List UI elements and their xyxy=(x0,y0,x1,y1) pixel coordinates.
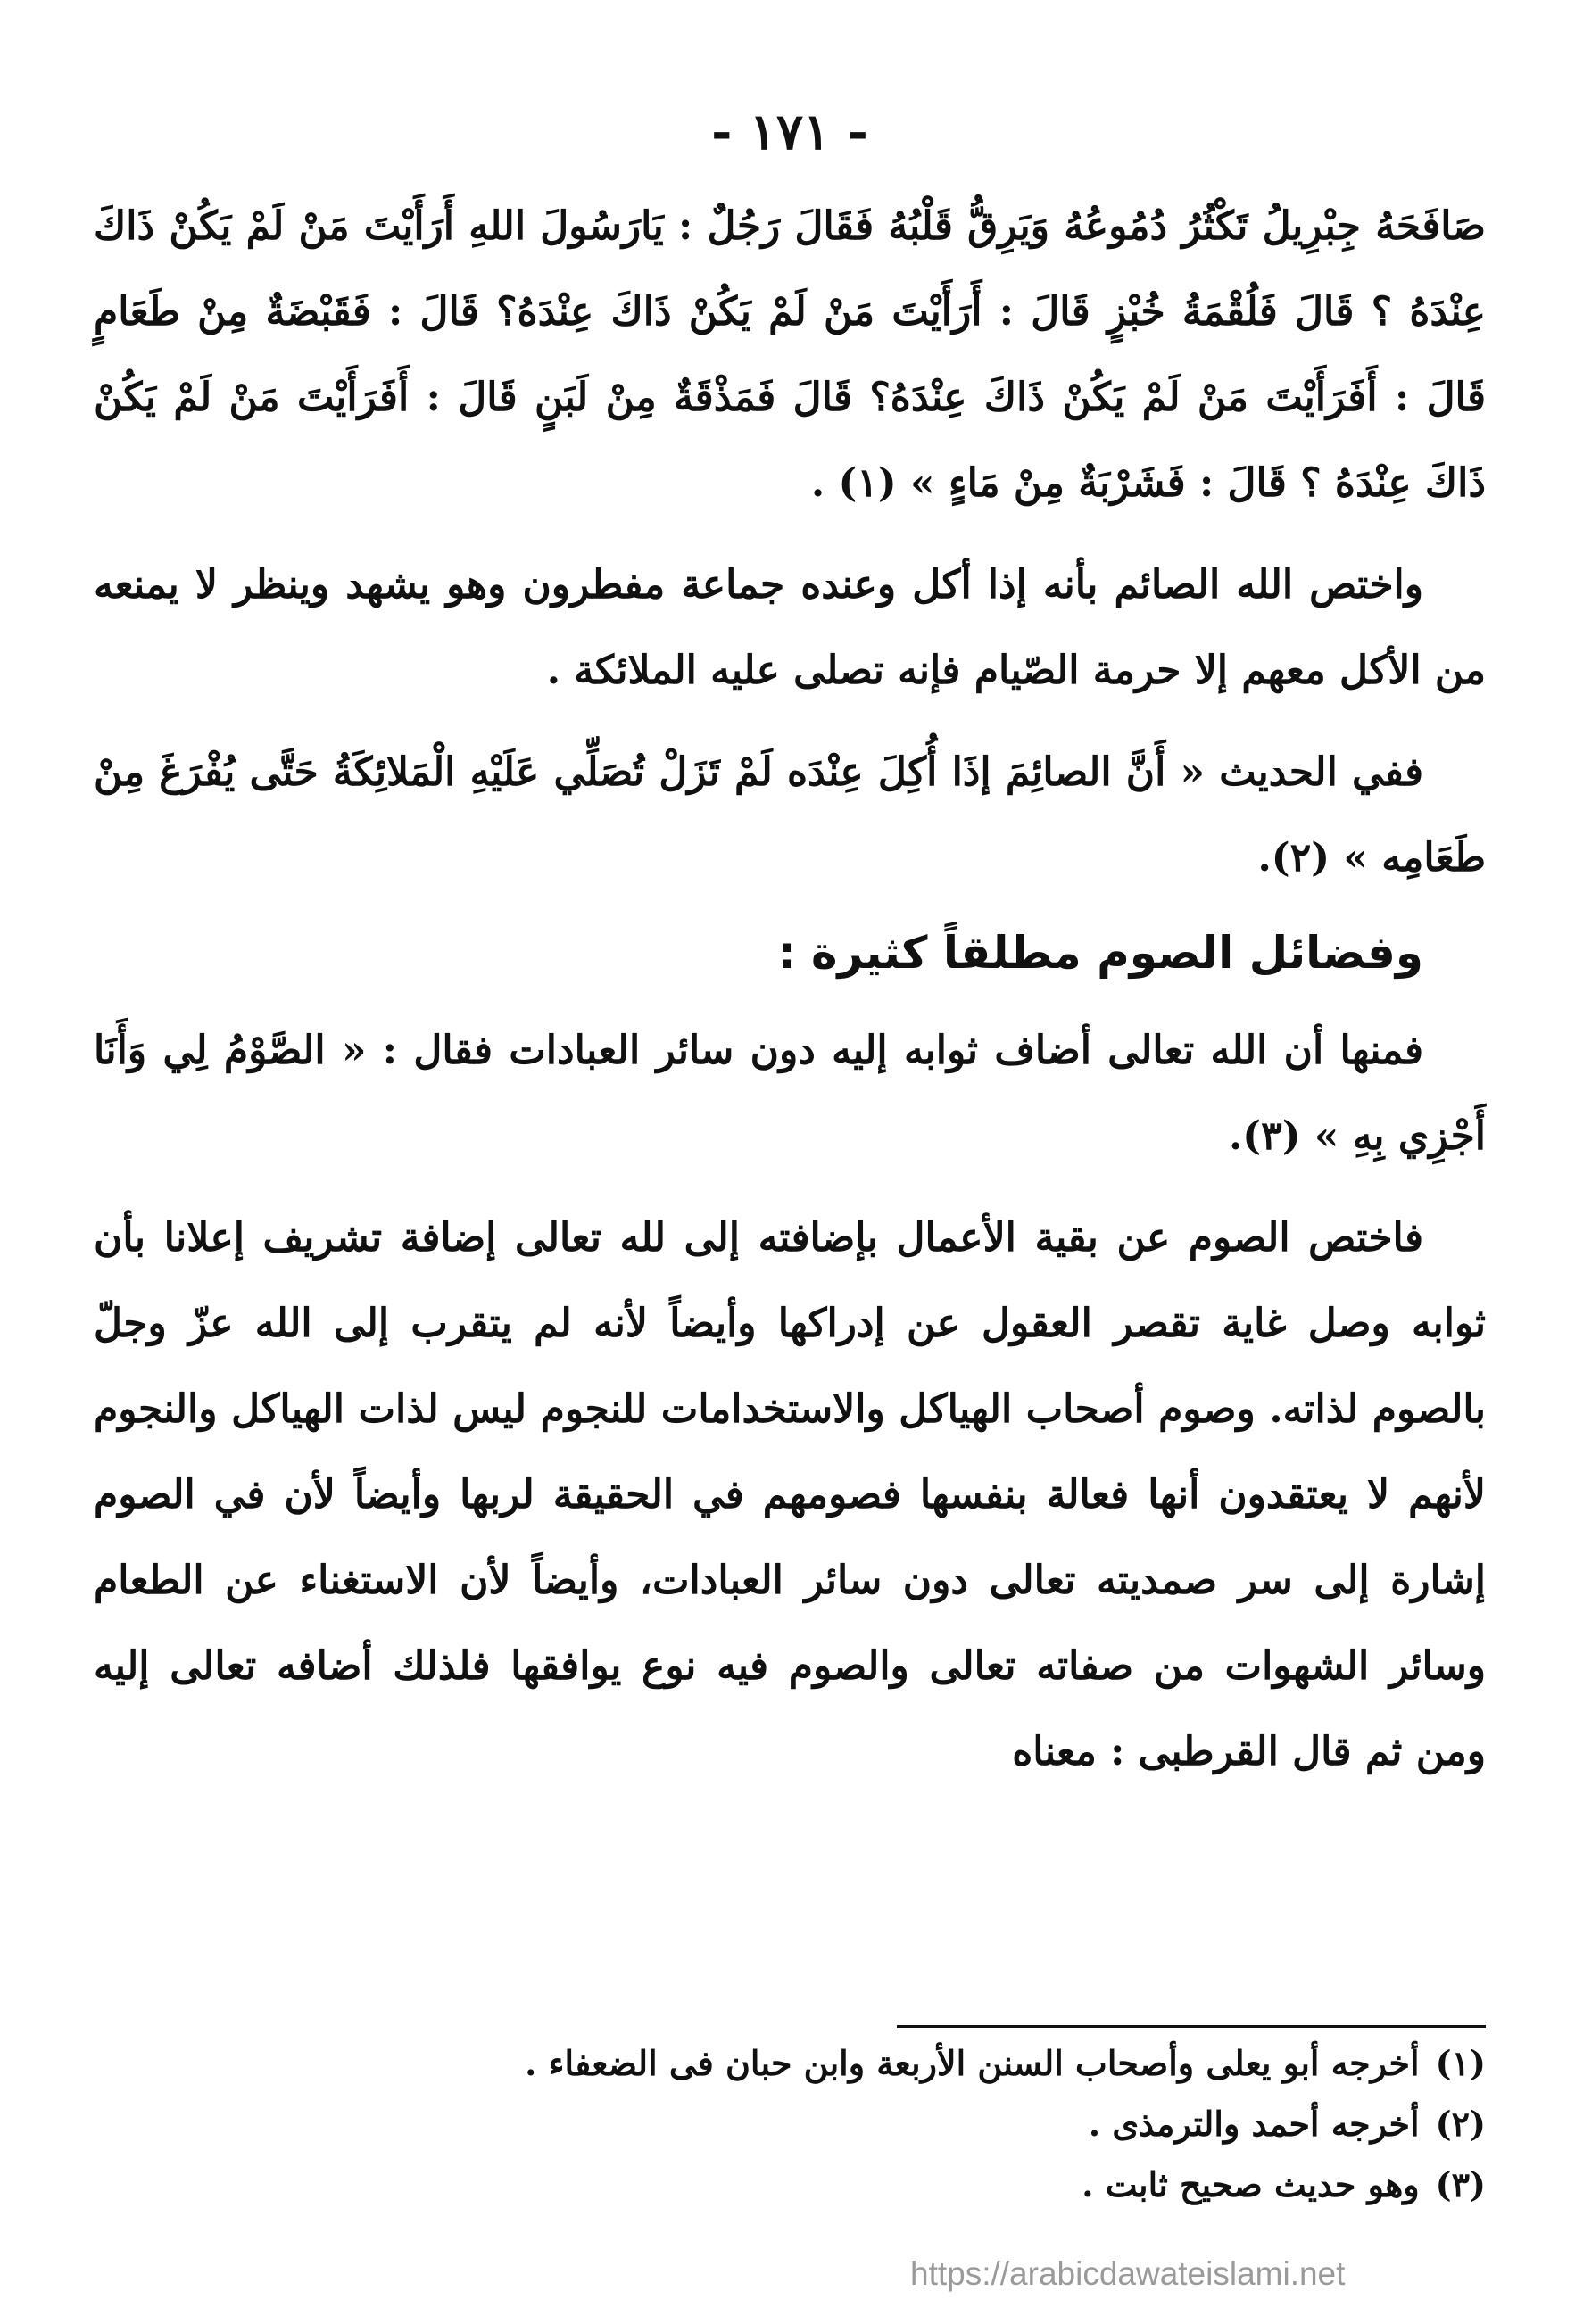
footnotes xyxy=(94,2025,1486,2215)
watermark-url: https://arabicdawateislami.net xyxy=(910,2255,1346,2292)
paragraph-virtues: فمنها أن الله تعالى أضاف ثوابه إليه دون سائر العبادات فقال : « الصَّوْمُ لِي وَأَنَا أَجْزِي بِهِ » (٣). xyxy=(94,1028,1486,1159)
footnote-2 xyxy=(94,2094,1486,2154)
footnote-marker: (١) xyxy=(1435,2043,1486,2083)
footnote-text: وهو حديث صحيح ثابت . xyxy=(1082,2164,1420,2204)
hadith-paragraph-2: ففي الحديث « أَنَّ الصائِمَ إذَا أُكِلَ عِنْدَه لَمْ تَزَلْ تُصَلِّي عَلَيْهِ الْمَلائِكَةُ حَتَّى يُفْرَغَ مِنْ طَعَامِه » (٢). xyxy=(94,749,1486,881)
book-page xyxy=(94,103,1486,2284)
footnote-1 xyxy=(94,2033,1486,2094)
paragraph-fasting-person: واختص الله الصائم بأنه إذا أكل وعنده جماعة مفطرون وهو يشهد وينظر لا يمنعه من الأكل معهم إلا حرمة الصّيام فإنه تصلى عليه الملائكة . xyxy=(94,562,1486,693)
page-number: - ١٧١ - xyxy=(711,103,868,161)
footnote-text: أخرجه أحمد والترمذى . xyxy=(1088,2104,1420,2144)
footnote-divider xyxy=(897,2025,1486,2028)
section-heading: وفضائل الصوم مطلقاً كثيرة : xyxy=(777,927,1423,979)
paragraph-specialization: فاختص الصوم عن بقية الأعمال بإضافته إلى لله تعالى إضافة تشريف إعلانا بأن ثوابه وصل غاية تقصر العقول عن إدراكها وأيضاً لأنه لم يتقرب إلى الله عزّ وجلّ بالصوم لذاته. وصوم أصحاب الهياكل والاستخدامات للنجوم ليس لذات الهياكل والنجوم لأنهم لا يعتقدون أنها فعالة بنفسها فصومهم في الحقيقة لربها وأيضاً لأن في الصوم إشارة إلى سر صمديته تعالى دون سائر العبادات، وأيضاً لأن الاستغناء عن الطعام وسائر الشهوات من صفاته تعالى والصوم فيه نوع يوافقها فلذلك أضافه تعالى إليه ومن ثم قال القرطبى : معناه xyxy=(94,1215,1486,1774)
footnote-3 xyxy=(94,2154,1486,2215)
footnote-text: أخرجه أبو يعلى وأصحاب السنن الأربعة وابن حبان فى الضعفاء . xyxy=(525,2043,1420,2083)
footnote-marker: (٣) xyxy=(1435,2164,1486,2204)
footnote-marker: (٢) xyxy=(1435,2104,1486,2144)
hadith-paragraph-1: صَافَحَهُ جِبْرِيلُ تَكْثُرُ دُمُوعُهُ وَيَرِقُّ قَلْبُهُ فَقَالَ رَجُلٌ : يَارَسُولَ اللهِ أَرَأَيْتَ مَنْ لَمْ يَكُنْ ذَاكَ عِنْدَهُ ؟ قَالَ فَلُقْمَةُ خُبْزٍ قَالَ : أَرَأَيْتَ مَنْ لَمْ يَكُنْ ذَاكَ عِنْدَهُ؟ قَالَ : فَقَبْضَةٌ مِنْ طَعَامٍ قَالَ : أَفَرَأَيْتَ مَنْ لَمْ يَكُنْ ذَاكَ عِنْدَهُ؟ قَالَ فَمَذْقَةٌ مِنْ لَبَنٍ قَالَ : أَفَرَأَيْتَ مَنْ لَمْ يَكُنْ ذَاكَ عِنْدَهُ ؟ قَالَ : فَشَرْبَةٌ مِنْ مَاءٍ » (١) . xyxy=(94,203,1486,506)
